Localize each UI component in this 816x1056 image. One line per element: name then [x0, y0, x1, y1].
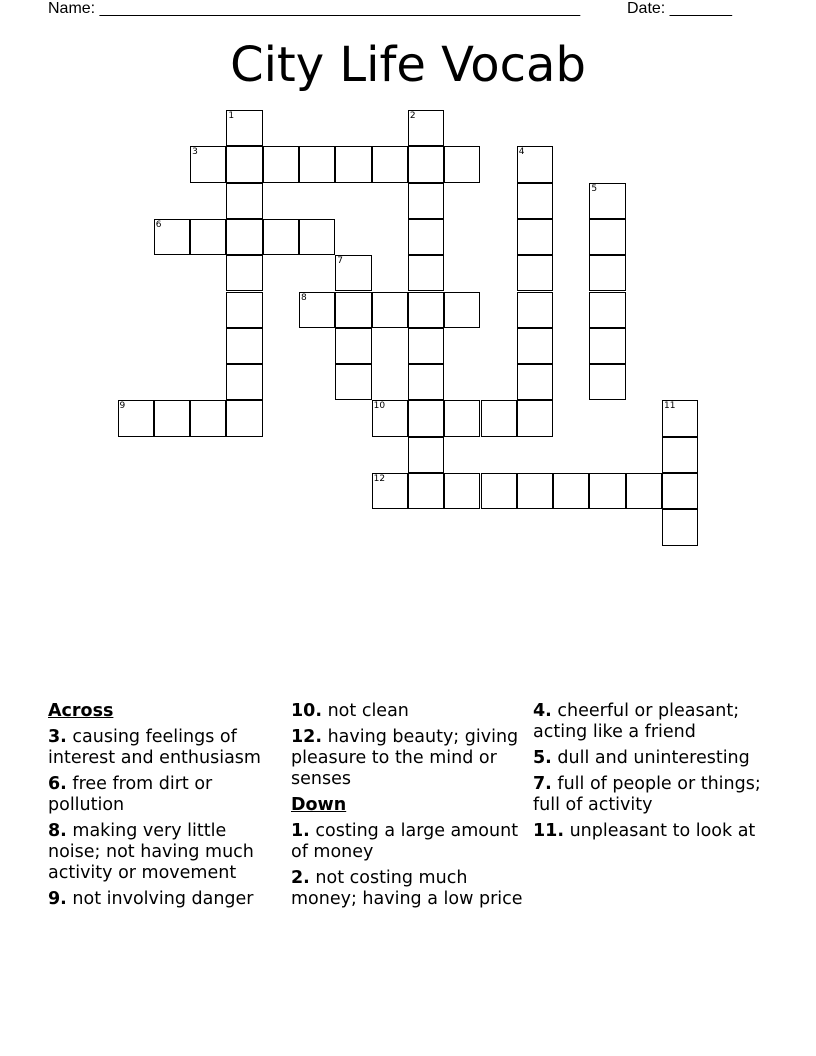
crossword-cell[interactable] [226, 328, 262, 364]
crossword-cell[interactable] [263, 219, 299, 255]
cell-number: 12 [373, 474, 386, 484]
crossword-cell[interactable] [190, 146, 226, 182]
clue-down-11 [533, 821, 769, 842]
cell-number: 9 [119, 401, 126, 412]
clue-text: full of people or things; full of activity [533, 774, 761, 815]
crossword-cell[interactable] [553, 473, 589, 509]
crossword-cell[interactable] [589, 328, 625, 364]
clue-down-5 [533, 748, 769, 769]
crossword-cell[interactable] [263, 146, 299, 182]
crossword-cell[interactable] [372, 473, 408, 509]
clue-across-12 [291, 727, 527, 790]
cell-number: 4 [518, 147, 525, 158]
clue-number: 6. [48, 774, 67, 794]
clue-number: 9. [48, 889, 67, 909]
crossword-cell[interactable] [299, 219, 335, 255]
crossword-cell[interactable] [589, 292, 625, 328]
clue-across-10 [291, 701, 527, 722]
clue-text: free from dirt or pollution [48, 774, 213, 815]
clue-column-1 [48, 701, 284, 915]
crossword-cell[interactable] [589, 473, 625, 509]
across-heading: Across [48, 701, 114, 721]
cell-number: 11 [664, 401, 676, 412]
crossword-cell[interactable] [444, 292, 480, 328]
clue-column-2 [291, 701, 527, 915]
crossword-cell[interactable] [517, 328, 553, 364]
crossword-cell[interactable] [190, 400, 226, 436]
clue-number: 8. [48, 821, 67, 841]
clue-text: cheerful or pleasant; acting like a friend [533, 701, 740, 742]
clue-number: 7. [533, 774, 552, 794]
crossword-cell[interactable] [226, 110, 262, 146]
crossword-cell[interactable] [408, 437, 444, 473]
cell-number: 7 [337, 256, 344, 267]
crossword-cell[interactable] [335, 292, 371, 328]
crossword-cell[interactable] [335, 364, 371, 400]
crossword-cell[interactable] [517, 219, 553, 255]
clue-down-1 [291, 821, 527, 863]
clue-number: 11. [533, 821, 565, 841]
crossword-cell[interactable] [481, 473, 517, 509]
crossword-cell[interactable] [226, 219, 262, 255]
clue-number: 4. [533, 701, 552, 721]
crossword-cell[interactable] [299, 146, 335, 182]
crossword-cell[interactable] [408, 364, 444, 400]
crossword-cell[interactable] [517, 400, 553, 436]
crossword-cell[interactable] [335, 146, 371, 182]
crossword-cell[interactable] [408, 183, 444, 219]
clue-across-9 [48, 889, 284, 910]
cell-number: 2 [409, 111, 416, 121]
clue-text: making very little noise; not having much activity or movement [48, 821, 254, 883]
crossword-cell[interactable] [408, 292, 444, 328]
crossword-cell[interactable] [335, 328, 371, 364]
crossword-cell[interactable] [517, 473, 553, 509]
crossword-cell[interactable] [372, 400, 408, 436]
crossword-cell[interactable] [226, 400, 262, 436]
clue-text: costing a large amount of money [291, 821, 519, 862]
crossword-cell[interactable] [154, 219, 190, 255]
clue-number: 12. [291, 727, 323, 747]
crossword-cell[interactable] [372, 146, 408, 182]
cell-number: 8 [301, 292, 307, 303]
crossword-cell[interactable] [444, 400, 480, 436]
crossword-cell[interactable] [408, 255, 444, 291]
crossword-cell[interactable] [626, 473, 662, 509]
clue-text: causing feelings of interest and enthusiasm [48, 727, 261, 768]
crossword-cell[interactable] [154, 400, 190, 436]
crossword-cell[interactable] [589, 183, 625, 219]
crossword-cell[interactable] [226, 146, 262, 182]
clue-text: dull and uninteresting [557, 748, 750, 768]
crossword-cell[interactable] [190, 219, 226, 255]
crossword-cell[interactable] [226, 255, 262, 291]
cell-number: 5 [591, 183, 598, 194]
crossword-cell[interactable] [589, 255, 625, 291]
crossword-cell[interactable] [226, 183, 262, 219]
clue-text: unpleasant to look at [569, 821, 756, 841]
crossword-cell[interactable] [589, 364, 625, 400]
clue-down-7 [533, 774, 769, 816]
crossword-cell[interactable] [372, 292, 408, 328]
crossword-cell[interactable] [481, 400, 517, 436]
crossword-cell[interactable] [517, 183, 553, 219]
clue-across-8 [48, 821, 284, 884]
date-field-label: Date: _______ [627, 0, 732, 17]
crossword-cell[interactable] [517, 364, 553, 400]
clue-number: 3. [48, 727, 67, 747]
crossword-cell[interactable] [335, 255, 371, 291]
crossword-cell[interactable] [299, 292, 335, 328]
clue-number: 2. [291, 868, 310, 888]
crossword-cell[interactable] [444, 146, 480, 182]
crossword-cell[interactable] [408, 219, 444, 255]
crossword-cell[interactable] [589, 219, 625, 255]
cell-number: 10 [373, 401, 386, 412]
clue-down-2 [291, 868, 527, 910]
name-field-label: Name: ______________________________________________________ [48, 0, 581, 17]
crossword-cell[interactable] [662, 437, 698, 473]
crossword-cell[interactable] [408, 400, 444, 436]
clue-column-3 [533, 701, 769, 847]
crossword-cell[interactable] [662, 509, 698, 545]
crossword-cell[interactable] [226, 364, 262, 400]
clue-number: 10. [291, 701, 323, 721]
crossword-cell[interactable] [408, 146, 444, 182]
clue-text: not involving danger [72, 889, 254, 909]
cell-number: 3 [192, 147, 198, 158]
crossword-cell[interactable] [408, 328, 444, 364]
clue-number: 5. [533, 748, 552, 768]
crossword-cell[interactable] [408, 473, 444, 509]
cell-number: 6 [155, 219, 162, 230]
crossword-cell[interactable] [662, 473, 698, 509]
crossword-cell[interactable] [118, 400, 154, 436]
clue-text: not costing much money; having a low price [291, 868, 523, 909]
down-heading: Down [291, 795, 347, 815]
crossword-cell[interactable] [517, 146, 553, 182]
crossword-cell[interactable] [662, 400, 698, 436]
clue-down-4 [533, 701, 769, 743]
clue-text: not clean [327, 701, 409, 721]
crossword-cell[interactable] [444, 473, 480, 509]
puzzle-title: City Life Vocab [230, 37, 586, 93]
crossword-cell[interactable] [517, 292, 553, 328]
crossword-cell[interactable] [517, 255, 553, 291]
clue-across-6 [48, 774, 284, 816]
cell-number: 1 [228, 111, 235, 121]
clue-across-3 [48, 727, 284, 769]
clue-text: having beauty; giving pleasure to the mind or senses [291, 727, 519, 789]
crossword-cell[interactable] [408, 110, 444, 146]
crossword-cell[interactable] [226, 292, 262, 328]
clue-number: 1. [291, 821, 310, 841]
